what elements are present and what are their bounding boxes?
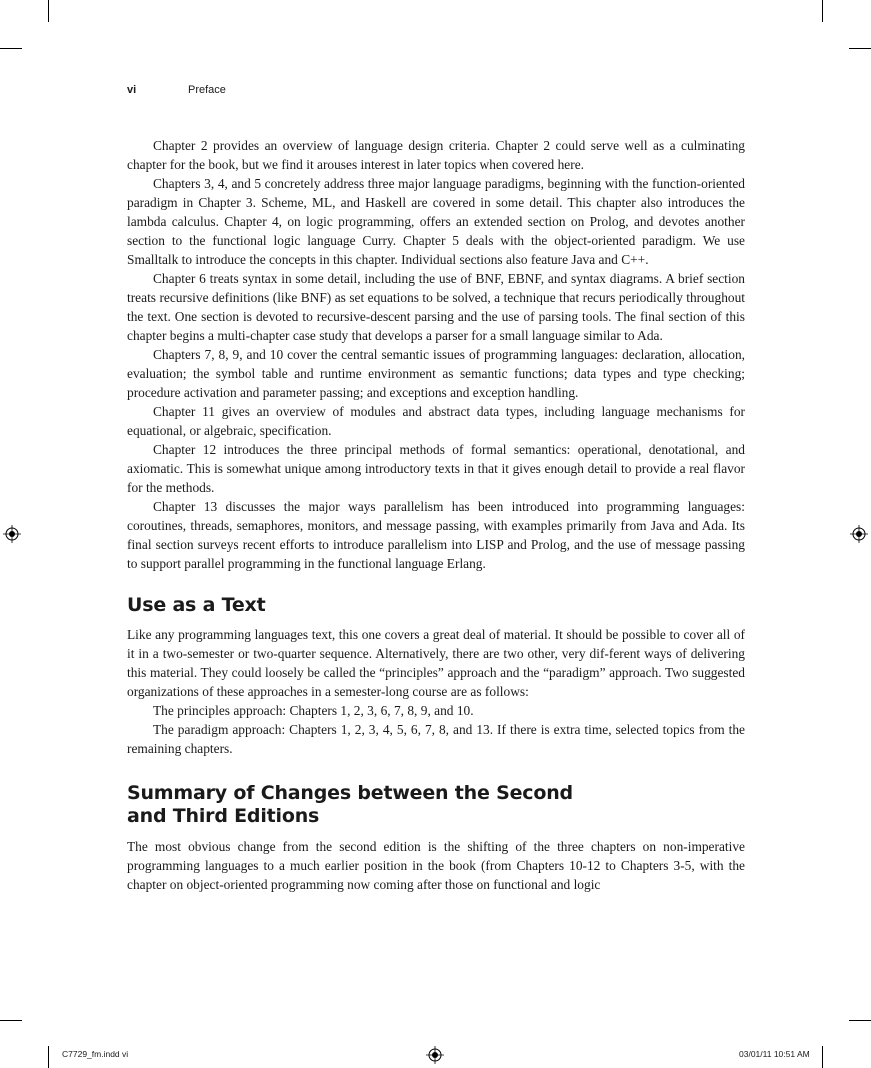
- paragraph: Chapter 13 discusses the major ways parallelism has been introduced into programming languages: coroutines, threads, semaphores, monitors, and message passing, with examples primarily from Java and Ada. Its final section surveys recent efforts to introduce parallelism into LISP and Prolog, and the use of message passing to support parallel programming in the functional language Erlang.: [127, 499, 745, 571]
- section-heading-line: and Third Editions: [127, 805, 320, 827]
- crop-mark: [849, 1020, 871, 1021]
- paragraph: Chapters 3, 4, and 5 concretely address three major language paradigms, beginning with the function-oriented paradigm in Chapter 3. Scheme, ML, and Haskell are covered in some detail. This chapter also introduces the lambda calculus. Chapter 4, on logic programming, offers an extended section on Prolog, and devotes another section to the functional logic language Curry. Chapter 5 deals with the object-oriented paradigm. We use Smalltalk to introduce the concepts in this chapter. Individual sections also feature Java and C++.: [127, 176, 745, 267]
- running-head-title: Preface: [188, 84, 226, 96]
- paragraph: The most obvious change from the second edition is the shifting of the three chapters on non-imperative programming languages to a much earlier position in the book (from Chapters 10-12 to Chapters 3-5, with the chapter on object-oriented programming now coming after those on functional and logic: [127, 839, 745, 892]
- paragraph: Chapter 2 provides an overview of language design criteria. Chapter 2 could serve well as a culminating chapter for the book, but we find it arouses interest in later topics when covered here.: [127, 138, 745, 172]
- registration-mark-icon: [426, 1046, 444, 1064]
- section-heading: [127, 782, 597, 828]
- crop-mark: [0, 1020, 22, 1021]
- page-number: vi: [127, 84, 137, 96]
- crop-mark: [48, 1046, 49, 1068]
- section-heading: Use as a Text: [127, 594, 266, 616]
- page-body: [127, 136, 745, 894]
- paragraph: Chapter 12 introduces the three principal methods of formal semantics: operational, denotational, and axiomatic. This is somewhat unique among introductory texts in that it gives enough detail to provide a real flavor for the methods.: [127, 442, 745, 495]
- crop-mark: [822, 1046, 823, 1068]
- paragraph: Chapter 6 treats syntax in some detail, including the use of BNF, EBNF, and syntax diagrams. A brief section treats recursive definitions (like BNF) as set equations to be solved, a technique that recurs periodically throughout the text. One section is devoted to recursive-descent parsing and the use of parsing tools. The final section of this chapter begins a multi-chapter case study that develops a parser for a small language similar to Ada.: [127, 271, 745, 343]
- slug-filename: C7729_fm.indd vi: [62, 1049, 129, 1059]
- crop-mark: [849, 48, 871, 49]
- crop-mark: [822, 0, 823, 22]
- paragraph: The paradigm approach: Chapters 1, 2, 3, 4, 5, 6, 7, 8, and 13. If there is extra time, selected topics from the remaining chapters.: [127, 722, 745, 756]
- paragraph: The principles approach: Chapters 1, 2, 3, 6, 7, 8, 9, and 10.: [153, 703, 474, 718]
- crop-mark: [0, 48, 22, 49]
- slug-datetime: 03/01/11 10:51 AM: [739, 1049, 810, 1059]
- paragraph: Chapter 11 gives an overview of modules and abstract data types, including language mechanisms for equational, or algebraic, specification.: [127, 404, 745, 438]
- section-heading-line: Summary of Changes between the Second: [127, 782, 573, 804]
- registration-mark-icon: [850, 525, 868, 543]
- crop-mark: [48, 0, 49, 22]
- registration-mark-icon: [3, 525, 21, 543]
- paragraph: Like any programming languages text, this one covers a great deal of material. It should be possible to cover all of it in a two-semester or two-quarter sequence. Alternatively, there are two other, very dif-ferent ways of delivering this material. They could loosely be called the “principles” approach and the “paradigm” approach. Two suggested organizations of these approaches in a semester-long course are as follows:: [127, 627, 745, 699]
- paragraph: Chapters 7, 8, 9, and 10 cover the central semantic issues of programming languages: declaration, allocation, evaluation; the symbol table and runtime environment as semantic functions; data types and type checking; procedure activation and parameter passing; and exceptions and exception handling.: [127, 347, 745, 400]
